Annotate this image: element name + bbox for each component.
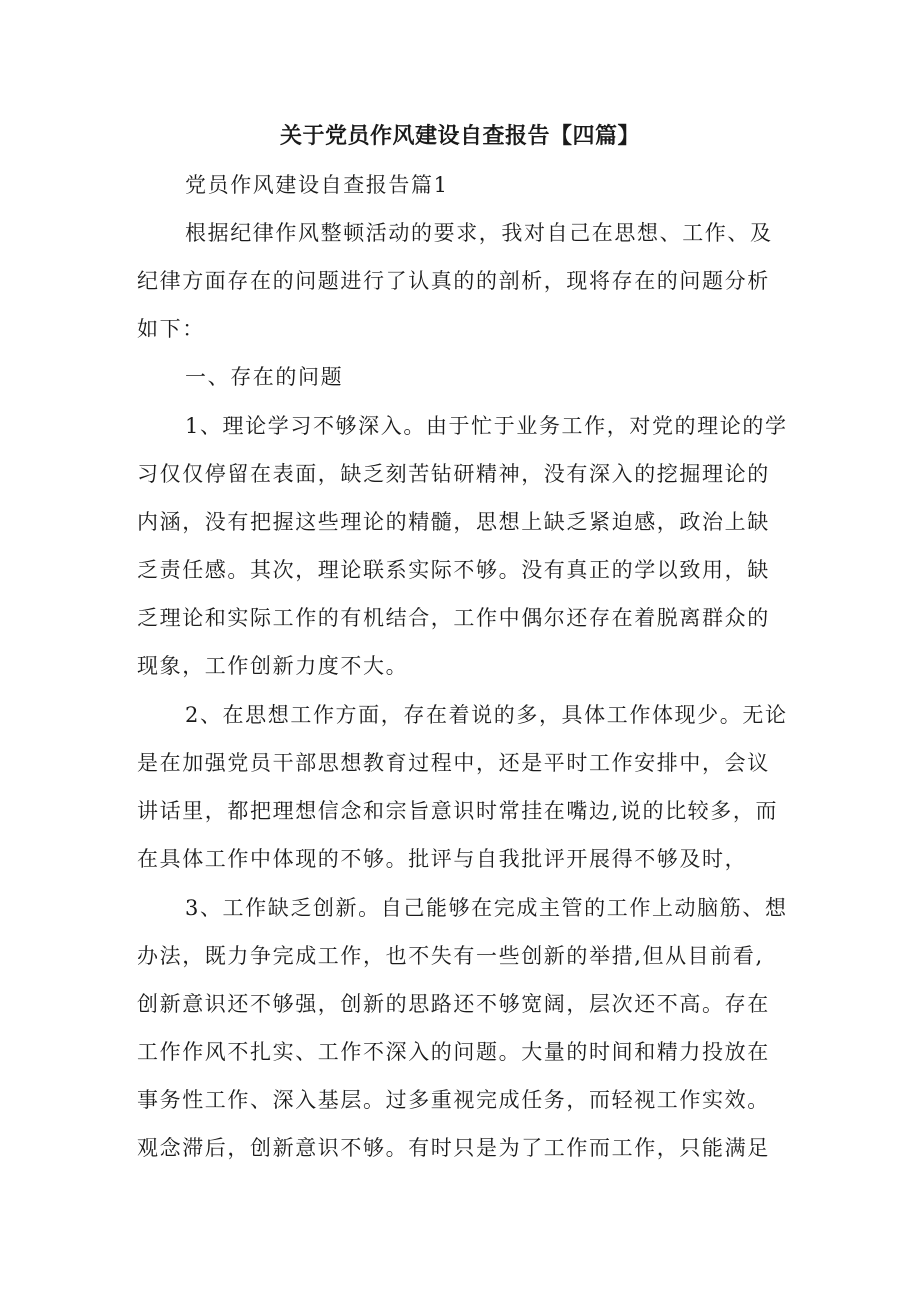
section-heading: 一、存在的问题 [185,365,344,389]
paragraph-line: 创新意识还不够强，创新的思路还不够宽阔，层次还不高。存在 [137,992,770,1016]
section-title: 党员作风建设自查报告篇1 [185,173,449,197]
paragraph-line: 乏理论和实际工作的有机结合，工作中偶尔还存在着脱离群众的 [137,606,770,630]
paragraph-line: 事务性工作、深入基层。过多重视完成任务，而轻视工作实效。 [137,1088,770,1112]
paragraph-line: 工作作风不扎实、工作不深入的问题。大量的时间和精力投放在 [137,1040,770,1064]
paragraph-line: 如下： [137,317,205,341]
paragraph-line: 是在加强党员干部思想教育过程中，还是平时工作安排中，会议 [137,751,770,775]
paragraph-line: 内涵，没有把握这些理论的精髓，思想上缺乏紧迫感，政治上缺 [137,510,770,534]
paragraph-line: 乏责任感。其次，理论联系实际不够。没有真正的学以致用，缺 [137,558,770,582]
paragraph-line: 在具体工作中体现的不够。批评与自我批评开展得不够及时， [137,847,748,871]
paragraph-line: 根据纪律作风整顿活动的要求，我对自己在思想、工作、及 [185,221,773,245]
paragraph-line: 3、工作缺乏创新。自己能够在完成主管的工作上动脑筋、想 [185,896,788,920]
paragraph-line: 1、理论学习不够深入。由于忙于业务工作，对党的理论的学 [185,414,788,438]
paragraph-line: 纪律方面存在的问题进行了认真的的剖析，现将存在的问题分析 [137,269,770,293]
paragraph-line: 讲话里，都把理想信念和宗旨意识时常挂在嘴边,说的比较多，而 [137,799,779,823]
paragraph-line: 办法，既力争完成工作，也不失有一些创新的举措,但从目前看, [137,944,764,968]
paragraph-line: 2、在思想工作方面，存在着说的多，具体工作体现少。无论 [185,703,788,727]
paragraph-line: 习仅仅停留在表面，缺乏刻苦钻研精神，没有深入的挖掘理论的 [137,462,770,486]
document-title: 关于党员作风建设自查报告【四篇】 [279,124,640,149]
paragraph-line: 观念滞后，创新意识不够。有时只是为了工作而工作，只能满足 [137,1136,770,1160]
paragraph-line: 现象，工作创新力度不大。 [137,654,409,678]
